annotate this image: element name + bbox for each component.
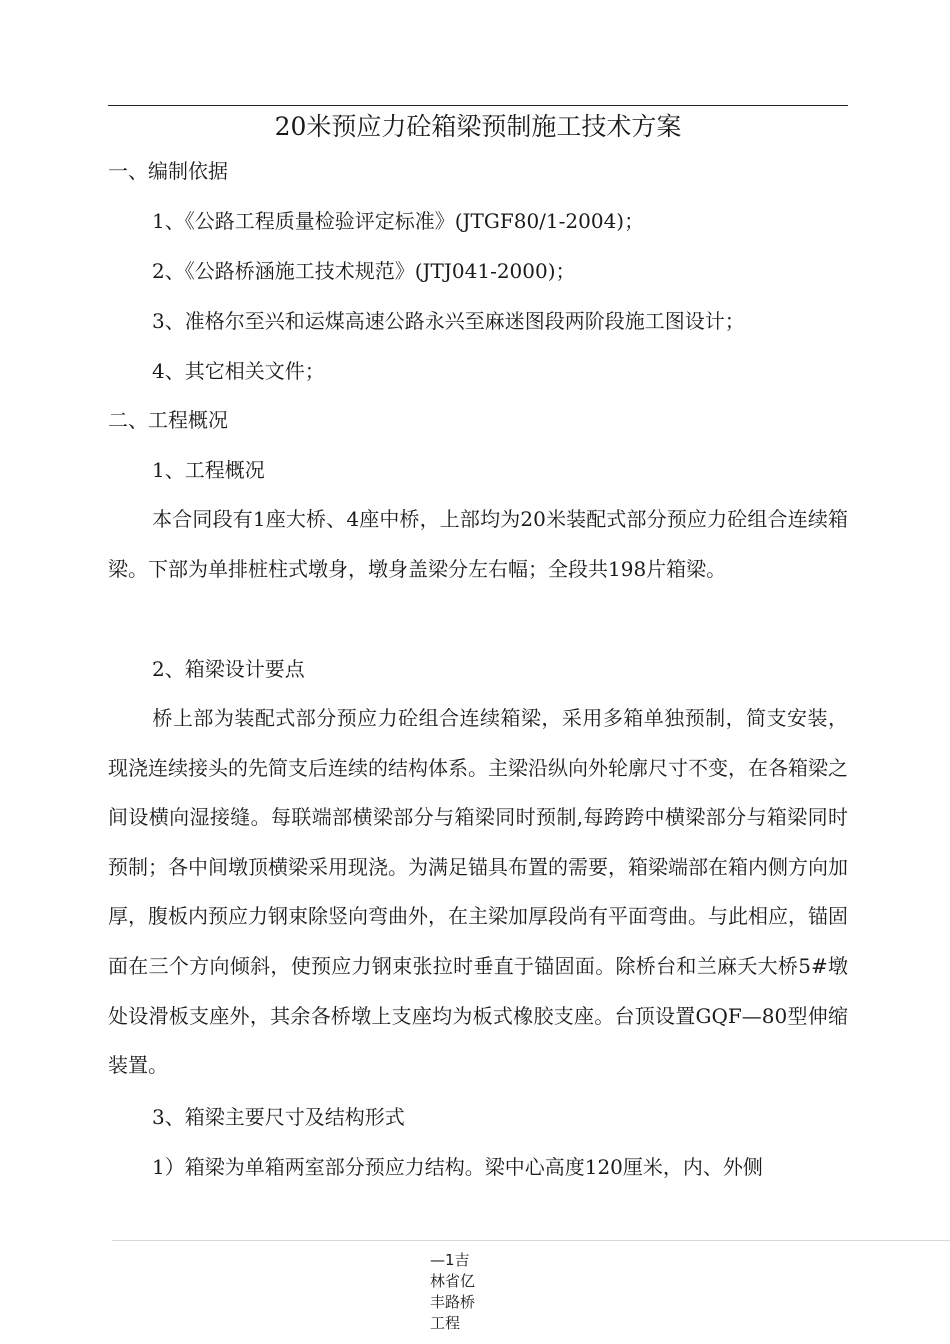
- dimensions-item-1: 1）箱梁为单箱两室部分预应力结构。梁中心高度120厘米，内、外侧: [152, 1155, 763, 1179]
- subheading-dimensions: 3、箱梁主要尺寸及结构形式: [152, 1105, 405, 1129]
- paragraph-design-points: [108, 694, 848, 1091]
- basis-item-1: 1、《公路工程质量检验评定标准》(JTGF80/1-2004)；: [152, 209, 645, 233]
- basis-item-2: 2、《公路桥涵施工技术规范》(JTJ041-2000)；: [152, 259, 576, 283]
- subheading-overview: 1、工程概况: [152, 458, 265, 482]
- paragraph-design-points-text: 桥上部为装配式部分预应力砼组合连续箱梁，采用多箱单独预制，简支安装，现浇连续接头的先简支后连续的结构体系。主梁沿纵向外轮廓尺寸不变，在各箱梁之间设横向湿接缝。每联端部横梁部分与箱梁同时预制,每跨跨中横梁部分与箱梁同时预制；各中间墩顶横梁采用现浇。为满足锚具布置的需要，箱梁端部在箱内侧方向加厚，腹板内预应力钢束除竖向弯曲外，在主梁加厚段尚有平面弯曲。与此相应，锚固面在三个方向倾斜，使预应力钢束张拉时垂直于锚固面。除桥台和兰麻夭大桥5#墩处设滑板支座外，其余各桥墩上支座均为板式橡胶支座。台顶设置GQF—80型伸缩装置。: [108, 706, 848, 1078]
- paragraph-overview: [108, 495, 848, 594]
- section-heading-basis: 一、编制依据: [108, 159, 228, 183]
- header-rule: [108, 105, 848, 106]
- basis-item-4: 4、其它相关文件；: [152, 359, 325, 383]
- footer-rule: [112, 1240, 950, 1241]
- document-title: 20米预应力砼箱梁预制施工技术方案: [274, 112, 682, 141]
- section-heading-overview: 二、工程概况: [108, 408, 228, 432]
- subheading-design-points: 2、箱梁设计要点: [152, 657, 305, 681]
- basis-item-3: 3、准格尔至兴和运煤高速公路永兴至麻迷图段两阶段施工图设计；: [152, 309, 745, 333]
- paragraph-overview-text: 本合同段有1座大桥、4座中桥，上部均为20米装配式部分预应力砼组合连续箱梁。下部为单排桩柱式墩身，墩身盖梁分左右幅；全段共198片箱梁。: [108, 507, 848, 581]
- page-footer: —1吉林省亿丰路桥工程: [430, 1251, 476, 1332]
